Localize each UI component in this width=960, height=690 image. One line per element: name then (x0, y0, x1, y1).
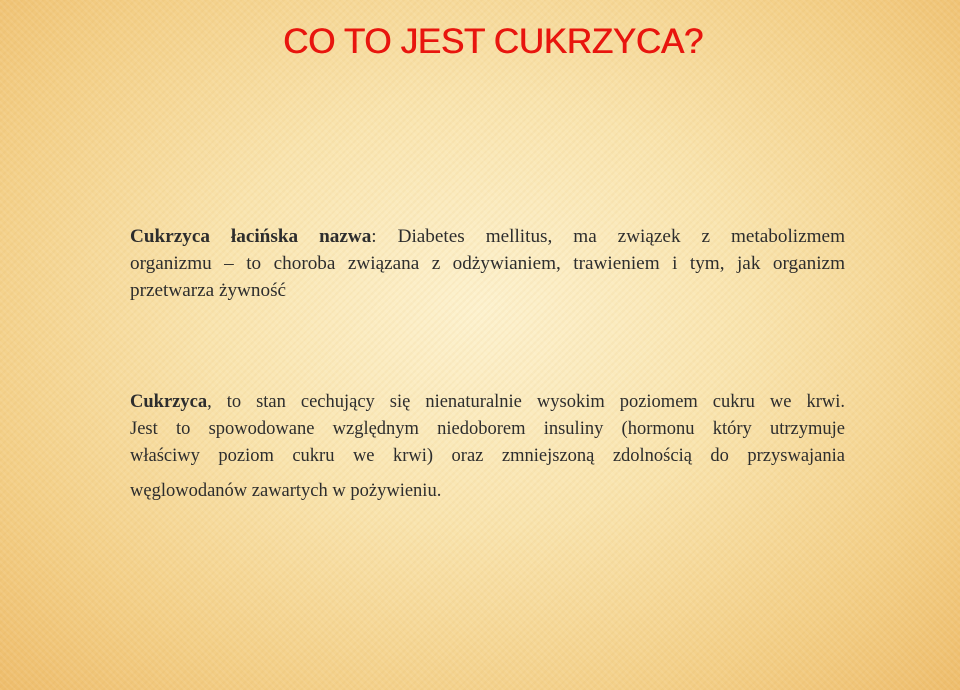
term-lacinska: łacińska (230, 226, 299, 247)
definition-line-1 (130, 223, 845, 250)
definition-paragraph (130, 223, 845, 305)
description-line-2: Jest to spowodowane względnym niedoborem insuliny (hormonu który utrzymuje (130, 419, 845, 439)
term-cukrzyca: Cukrzyca (130, 226, 210, 247)
term-nazwa: nazwa (319, 226, 372, 247)
slide-title: CO TO JEST CUKRZYCA? (283, 22, 703, 61)
description-line-1 (130, 389, 845, 416)
definition-line-2: organizmu – to choroba związana z odżywianiem, trawieniem i tym, jak organizm (130, 253, 845, 274)
definition-line-3: przetwarza żywność (130, 280, 287, 301)
description-line-3: właściwy poziom cukru we krwi) oraz zmniejszoną zdolnością do przyswajania (130, 446, 845, 466)
description-line-4: węglowodanów zawartych w pożywieniu. (130, 481, 442, 501)
description-paragraph (130, 389, 845, 470)
latin-name-text: : Diabetes mellitus, ma związek z metabolizmem (371, 226, 845, 247)
description-line-1-rest: , to stan cechujący się nienaturalnie wysokim poziomem cukru we krwi. (207, 392, 845, 412)
term-cukrzyca-2: Cukrzyca (130, 392, 208, 412)
